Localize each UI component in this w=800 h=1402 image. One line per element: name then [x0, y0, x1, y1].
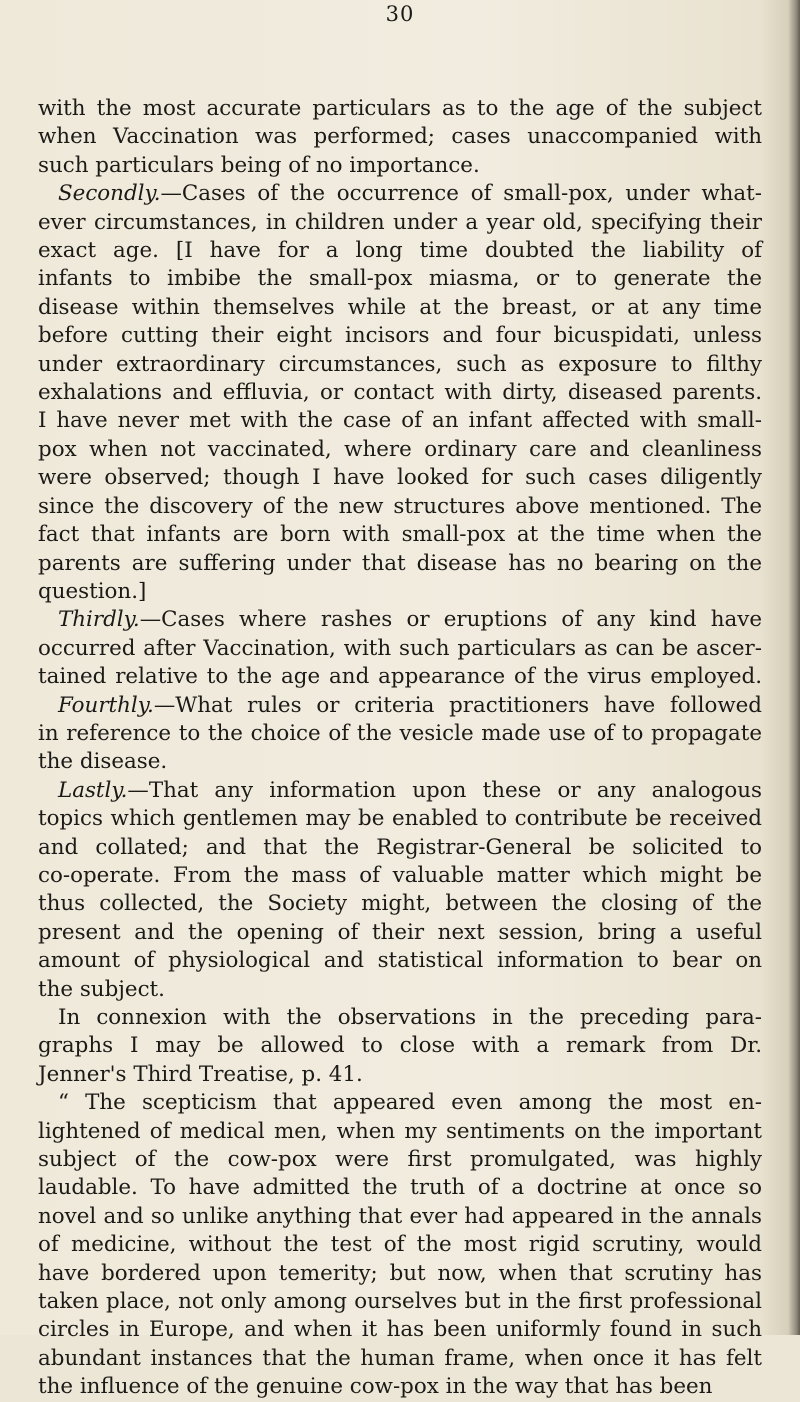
text-line: with the most accurate particulars as to the age of the subject: [38, 96, 762, 121]
text-line: such particulars being of no importance.: [38, 152, 480, 178]
text-line: the disease.: [38, 749, 168, 775]
text-line: the influence of the genuine cow-pox in the way that has been: [38, 1374, 713, 1400]
text-line: parents are suffering under that disease has no bearing on the: [38, 550, 762, 576]
text-line: amount of physiological and statistical information to bear on: [38, 948, 762, 974]
text-line: Fourthly.—What rules or criteria practitioners have followed: [58, 692, 762, 718]
text-line: Thirdly.—Cases where rashes or eruptions of any kind have: [58, 607, 762, 633]
text-line: co-operate. From the mass of valuable matter which might be: [38, 862, 762, 888]
text-line: ever circumstances, in children under a year old, specifying their: [38, 209, 762, 235]
text-line: Jenner's Third Treatise, p. 41.: [38, 1061, 363, 1087]
text-line: the subject.: [38, 976, 165, 1002]
page-number: 30: [385, 2, 415, 26]
text-line: subject of the cow-pox were first promulgated, was highly: [38, 1147, 762, 1173]
text-line: abundant instances that the human frame, when once it has felt: [38, 1345, 762, 1371]
text-line: Secondly.—Cases of the occurrence of small-pox, under what-: [58, 181, 762, 207]
text-line: since the discovery of the new structures above mentioned. The: [38, 493, 762, 519]
italic-heading: Thirdly.: [58, 607, 140, 633]
text-line: circles in Europe, and when it has been uniformly found in such: [38, 1317, 762, 1343]
italic-heading: Fourthly.: [58, 692, 154, 718]
text-line: pox when not vaccinated, where ordinary care and cleanliness: [38, 436, 762, 462]
text-line: when Vaccination was performed; cases unaccompanied with: [38, 124, 762, 150]
text-line: in reference to the choice of the vesicle made use of to propagate: [38, 720, 762, 746]
text-line: question.]: [38, 578, 147, 604]
text-line: have bordered upon temerity; but now, when that scrutiny has: [38, 1260, 762, 1286]
text-line: I have never met with the case of an infant affected with small-: [38, 408, 762, 434]
text-line: fact that infants are born with small-pox at the time when the: [38, 522, 762, 548]
text-line: exact age. [I have for a long time doubted the liability of: [38, 238, 762, 264]
text-line: graphs I may be allowed to close with a remark from Dr.: [38, 1033, 762, 1059]
text-line: laudable. To have admitted the truth of a doctrine at once so: [38, 1175, 762, 1201]
text-line: disease within themselves while at the breast, or at any time: [38, 294, 762, 320]
body-text: [38, 95, 762, 1402]
text-line: under extraordinary circumstances, such as exposure to filthy: [38, 351, 762, 377]
text-line: taken place, not only among ourselves but in the first professional: [38, 1289, 762, 1315]
text-line: lightened of medical men, when my sentiments on the important: [38, 1118, 762, 1144]
text-line: exhalations and effluvia, or contact with dirty, diseased parents.: [38, 380, 762, 406]
text-line: and collated; and that the Registrar-General be solicited to: [38, 834, 762, 860]
italic-heading: Lastly.: [58, 777, 128, 803]
text-line: tained relative to the age and appearance of the virus employed.: [38, 664, 762, 690]
italic-heading: Secondly.: [58, 181, 161, 207]
text-line: Lastly.—That any information upon these or any analogous: [58, 777, 762, 803]
text-line: novel and so unlike anything that ever had appeared in the annals: [38, 1203, 762, 1229]
text-line: before cutting their eight incisors and four bicuspidati, unless: [38, 323, 762, 349]
text-line: infants to imbibe the small-pox miasma, or to generate the: [38, 266, 762, 292]
text-line: “ The scepticism that appeared even among the most en-: [58, 1090, 762, 1116]
text-line: thus collected, the Society might, between the closing of the: [38, 891, 762, 917]
text-line: In connexion with the observations in the preceding para-: [58, 1005, 762, 1030]
text-line: were observed; though I have looked for such cases diligently: [38, 465, 762, 491]
text-line: occurred after Vaccination, with such particulars as can be ascer-: [38, 635, 762, 661]
text-line: topics which gentlemen may be enabled to contribute be received: [38, 806, 762, 832]
text-line: present and the opening of their next session, bring a useful: [38, 919, 762, 945]
text-line: of medicine, without the test of the most rigid scrutiny, would: [38, 1232, 762, 1258]
page-edge: [788, 0, 800, 1335]
